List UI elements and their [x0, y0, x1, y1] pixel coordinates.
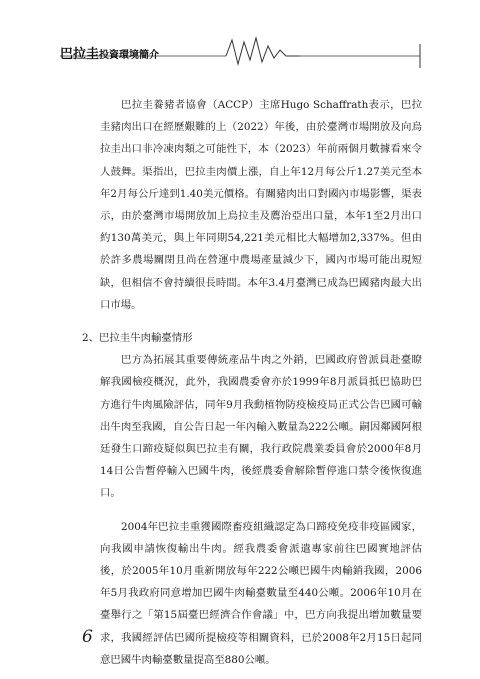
page-body [82, 94, 422, 671]
logo-main: 巴拉圭 [60, 47, 100, 62]
logo-sub: 投資環境簡介 [99, 50, 160, 61]
page-number: 6 [82, 627, 93, 647]
paragraph-pork-exports: 巴拉圭養豬者協會（ACCP）主席Hugo Schaffrath表示，巴拉圭豬肉出口在經歷艱難的上（2022）年後，由於臺灣市場開放及向烏拉圭出口非冷凍肉類之可能性下，本（2023）年前兩個月數據看來令人鼓舞。渠指出，巴拉圭肉價上漲，自上年12月每公斤1.27美元至本年2月每公斤達到1.40美元價格。有關豬肉出口對國內市場影響，渠表示，由於臺灣市場開放加上烏拉圭及薦治亞出口量，本年1至2月出口約130萬美元，與上年同期54,221美元相比大幅增加2,337%。但由於許多農場關閉且尚在營運中農場產量減少下，國內市場可能出現短缺，但相信不會持續很長時間。本年3.4月臺灣已成為巴國豬肉最大出口市場。 [100, 99, 422, 311]
section-heading-beef: 2、巴拉圭牛肉輸臺情形 [82, 332, 193, 345]
paragraph-beef-history: 巴方為拓展其重要傳統產品牛肉之外銷，巴國政府曾派員赴臺瞭解我國檢疫概況，此外，我國農委會亦於1999年8月派員抵巴協助巴方進行牛肉風險評估，同年9月我動植物防疫檢疫局正式公告巴國可輸出牛肉至我國，自公告日起一年內輸入數量為222公噸。嗣因鄰國阿根廷發生口蹄疫疑似與巴拉圭有關，我行政院農業委員會於2000年8月14日公告暫停輸入巴國牛肉，後經農委會解除暫停進口禁令後恢復進口。 [100, 354, 422, 500]
paragraph-beef-quota: 2004年巴拉圭重獲國際畜疫組織認定為口蹄疫免疫非疫區國家，向我國申請恢復輸出牛肉。經我農委會派遣專家前往巴國實地評估後，於2005年10月重新開放每年222公噸巴國牛肉輸銷我國，2006年5月我政府同意增加巴國牛肉輸臺數量至440公噸。2006年10月在臺舉行之「第15屆臺巴經濟合作會議」中，巴方向我提出增加數量要求，我國經評估巴國所提檢疫等相關資料，已於2008年2月15日起同意巴國牛肉輸臺數量提高至880公噸。 [100, 520, 422, 666]
running-header [0, 30, 480, 70]
publication-logo [60, 43, 159, 62]
